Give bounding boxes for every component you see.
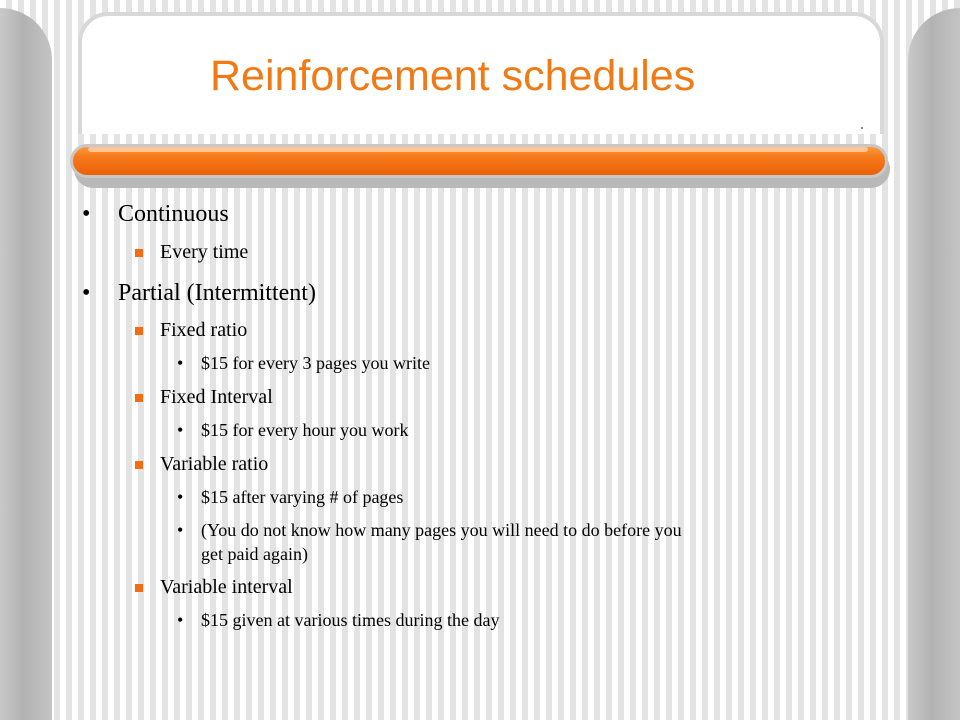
bullet-text: Partial (Intermittent) (118, 280, 316, 306)
bullet-text: Continuous (118, 201, 229, 227)
sub-bullet-text: Every time (160, 241, 249, 263)
sub-bullet-text: Fixed Interval (160, 386, 273, 408)
detail-bullet-continuation (201, 542, 308, 566)
sub-bullet-text: Variable ratio (160, 453, 269, 475)
sub-bullet-item (160, 240, 248, 264)
square-bullet-icon (135, 394, 143, 402)
small-bullet-dot-icon: • (177, 520, 184, 540)
small-bullet-dot-icon: • (177, 487, 184, 507)
sub-bullet-item (160, 575, 293, 599)
bullet-item (82, 279, 316, 307)
sub-bullet-text: Variable interval (160, 576, 293, 598)
bullet-dot-icon: • (82, 201, 91, 227)
detail-bullet-item (177, 518, 682, 542)
bullet-item (82, 200, 229, 228)
detail-bullet-item (177, 608, 500, 632)
detail-bullet-text: $15 for every 3 pages you write (201, 353, 430, 373)
detail-bullet-item (177, 418, 409, 442)
sub-bullet-item (160, 385, 273, 409)
square-bullet-icon (135, 327, 143, 335)
square-bullet-icon (135, 584, 143, 592)
small-bullet-dot-icon: • (177, 610, 184, 630)
small-bullet-dot-icon: • (177, 420, 184, 440)
detail-bullet-text: (You do not know how many pages you will need to do before you (201, 520, 682, 540)
detail-bullet-item (177, 351, 430, 375)
small-bullet-dot-icon: • (177, 353, 184, 373)
bullet-dot-icon: • (82, 280, 91, 306)
sub-bullet-text: Fixed ratio (160, 319, 248, 341)
detail-bullet-text: $15 given at various times during the day (201, 610, 500, 630)
sub-bullet-item (160, 318, 247, 342)
detail-bullet-item (177, 485, 404, 509)
square-bullet-icon (135, 249, 143, 257)
detail-bullet-text: get paid again) (201, 544, 308, 564)
sub-bullet-item (160, 452, 268, 476)
detail-bullet-text: $15 for every hour you work (201, 420, 409, 440)
slide-title: Reinforcement schedules (210, 52, 696, 100)
detail-bullet-text: $15 after varying # of pages (201, 487, 404, 507)
square-bullet-icon (135, 461, 143, 469)
